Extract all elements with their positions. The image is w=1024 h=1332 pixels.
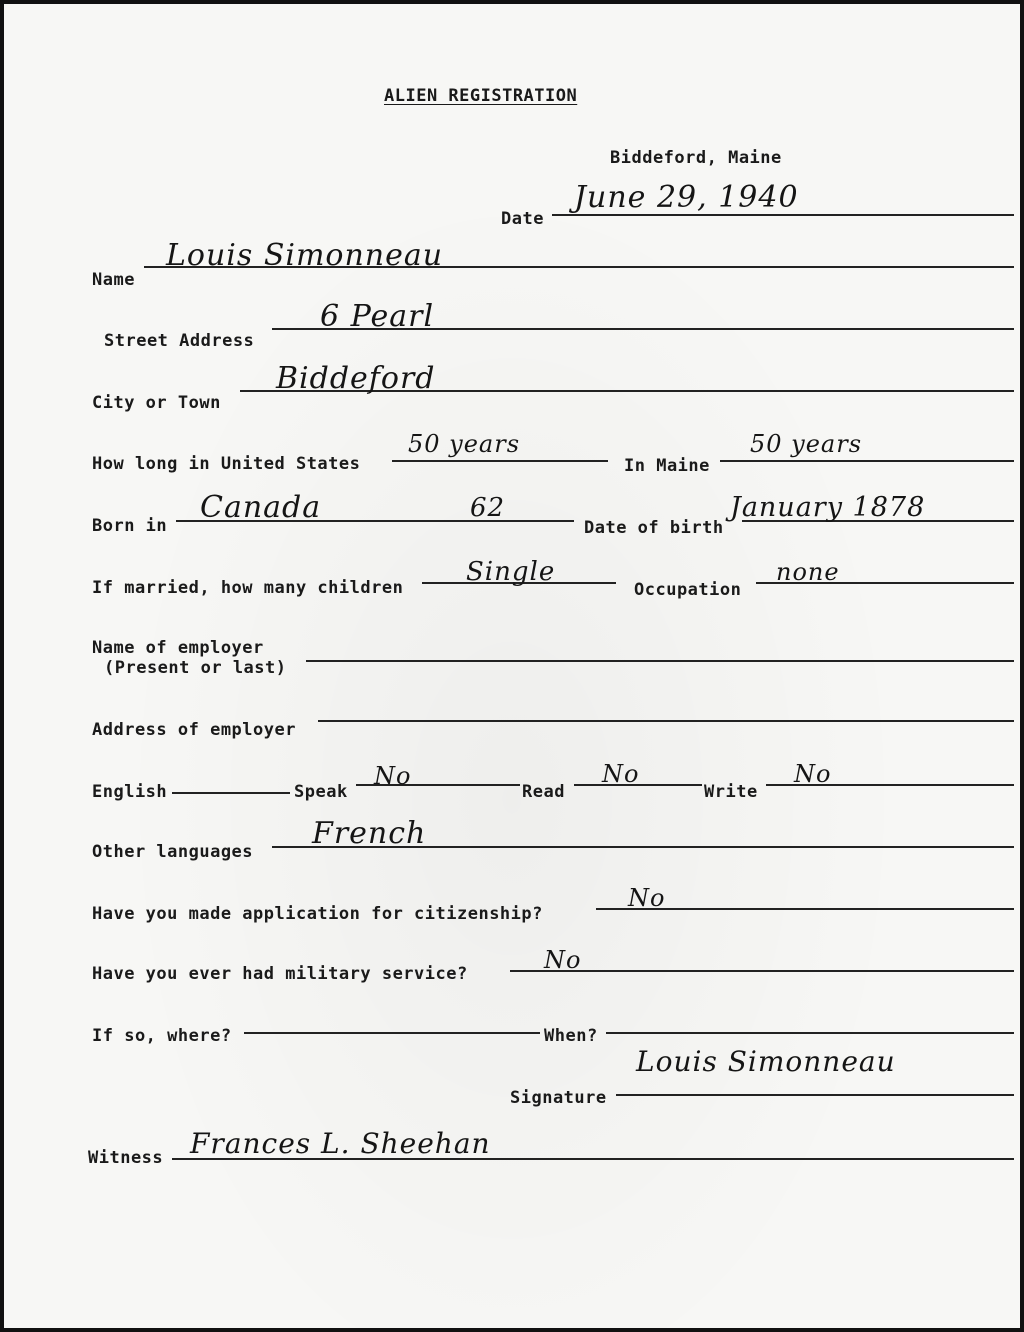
witness-label: Witness <box>88 1148 164 1168</box>
date-of-birth-label: Date of birth <box>584 518 724 538</box>
how-long-us-line <box>392 460 608 462</box>
speak-label: Speak <box>294 782 348 802</box>
how-long-us-label: How long in United States <box>92 454 361 474</box>
signature-label: Signature <box>510 1088 607 1108</box>
age-value: 62 <box>470 493 506 523</box>
military-label: Have you ever had military service? <box>92 964 468 984</box>
military-line <box>510 970 1014 972</box>
write-label: Write <box>704 782 758 802</box>
in-maine-value: 50 years <box>750 430 863 458</box>
name-value: Louis Simonneau <box>166 238 444 273</box>
married-children-label: If married, how many children <box>92 578 404 598</box>
employer-address-line <box>318 720 1014 722</box>
born-in-value: Canada <box>200 490 322 525</box>
employer-name-line <box>306 660 1014 662</box>
date-label: Date <box>501 209 544 229</box>
other-languages-value: French <box>312 816 427 851</box>
citizenship-label: Have you made application for citizenship? <box>92 904 543 924</box>
speak-value: No <box>374 762 412 790</box>
form-page <box>4 4 1020 1328</box>
military-value: No <box>544 946 582 974</box>
write-value: No <box>794 760 832 788</box>
city-label: City or Town <box>92 393 221 413</box>
street-label: Street Address <box>104 331 255 351</box>
married-children-value: Single <box>466 557 556 587</box>
born-in-label: Born in <box>92 516 168 536</box>
date-value: June 29, 1940 <box>574 180 799 215</box>
street-value: 6 Pearl <box>320 299 435 334</box>
employer-name-sublabel: (Present or last) <box>104 658 287 678</box>
occupation-value: none <box>776 558 840 586</box>
employer-name-label: Name of employer <box>92 638 264 658</box>
name-label: Name <box>92 270 135 290</box>
other-languages-label: Other languages <box>92 842 254 862</box>
signature-value: Louis Simonneau <box>636 1045 896 1078</box>
signature-line <box>616 1094 1014 1096</box>
form-title: ALIEN REGISTRATION <box>384 86 578 106</box>
how-long-us-value: 50 years <box>408 430 521 458</box>
city-value: Biddeford <box>276 361 436 396</box>
if-so-where-label: If so, where? <box>92 1026 232 1046</box>
in-maine-label: In Maine <box>624 456 710 476</box>
read-label: Read <box>522 782 565 802</box>
if-so-where-line <box>244 1032 540 1034</box>
occupation-label: Occupation <box>634 580 742 600</box>
employer-address-label: Address of employer <box>92 720 296 740</box>
witness-value: Frances L. Sheehan <box>190 1127 491 1160</box>
citizenship-value: No <box>628 884 666 912</box>
form-place: Biddeford, Maine <box>610 148 782 168</box>
english-label: English <box>92 782 168 802</box>
in-maine-line <box>720 460 1014 462</box>
date-of-birth-value: January 1878 <box>730 492 926 523</box>
read-value: No <box>602 760 640 788</box>
when-line <box>606 1032 1014 1034</box>
english-line <box>172 792 290 794</box>
when-label: When? <box>544 1026 598 1046</box>
